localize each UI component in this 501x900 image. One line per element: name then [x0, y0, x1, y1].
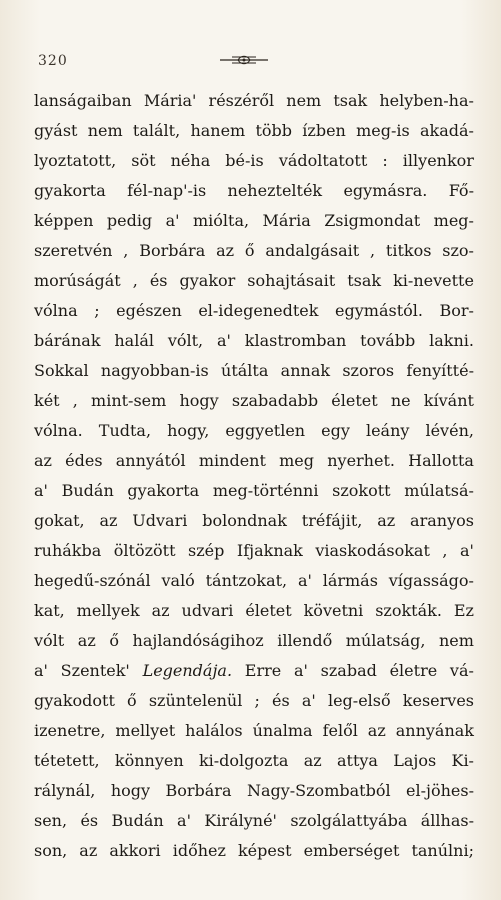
word: múlatság, [345, 631, 426, 650]
text-line [34, 476, 474, 506]
word: keserves [402, 691, 474, 710]
word: szoros [342, 361, 395, 380]
word: vólt, [167, 331, 204, 350]
word: útálta [221, 361, 269, 380]
word: ízben [302, 121, 346, 140]
word: mint-sem [91, 391, 167, 410]
word: sohajtásait [247, 271, 336, 290]
word: tréfájit, [301, 511, 363, 530]
word: könnyen [114, 751, 184, 770]
word: Lajos [393, 751, 437, 770]
text-line [34, 806, 474, 836]
word: mellyet [115, 721, 176, 740]
word: el-idegenedtek [198, 301, 319, 320]
word: viaskodásokat [315, 541, 430, 560]
word: a' [216, 331, 231, 350]
word: mellyek [76, 601, 140, 620]
word: meg-történni [212, 481, 319, 500]
word: Szentek' [60, 661, 130, 680]
word: Sokkal [34, 361, 89, 380]
word: nem [286, 91, 322, 110]
word: annak [280, 361, 331, 380]
text-line [34, 86, 474, 116]
word: Borbára [139, 241, 206, 260]
word: és [80, 811, 99, 830]
word: az [216, 241, 235, 260]
word: az [99, 511, 118, 530]
word: kat, [34, 601, 65, 620]
word: a' [165, 211, 180, 230]
word: Hallotta [408, 451, 474, 470]
word: attya [336, 751, 378, 770]
word: két [34, 391, 60, 410]
word: az [79, 841, 98, 860]
word: el-jöhes- [406, 781, 474, 800]
word: rálynál, [34, 781, 96, 800]
text-line [34, 446, 474, 476]
word: ő [127, 691, 137, 710]
word: a' [297, 571, 312, 590]
word: hajlandóságihoz [132, 631, 264, 650]
word: bolondnak [202, 511, 287, 530]
word: fenyítté- [406, 361, 474, 380]
word: tétetett, [34, 751, 100, 770]
body-text [34, 86, 474, 866]
word: únalma [252, 721, 313, 740]
word: titkos [385, 241, 432, 260]
word: és [149, 271, 168, 290]
word: morúságát [34, 271, 121, 290]
word: hegedű-szónál [34, 571, 151, 590]
word: ő [109, 631, 119, 650]
word: bé-is [225, 151, 264, 170]
word: az [34, 451, 52, 470]
word: son, [34, 841, 68, 860]
word: nagyobban-is [100, 361, 209, 380]
word: klastromban [244, 331, 347, 350]
word: meg [279, 451, 315, 470]
text-line [34, 176, 474, 206]
text-line [34, 776, 474, 806]
word: tsak [347, 271, 382, 290]
word: egészen [116, 301, 182, 320]
word: életet [331, 391, 378, 410]
text-line [34, 266, 474, 296]
word: aranyos [410, 511, 474, 530]
word: és [272, 691, 290, 710]
word: leány [365, 421, 410, 440]
text-line [34, 506, 474, 536]
word: szokták. [375, 601, 442, 620]
word: udvari [181, 601, 234, 620]
word: gyakorta [34, 181, 106, 200]
word: lármás [322, 571, 378, 590]
word: halálos [185, 721, 243, 740]
word: Erre [244, 661, 282, 680]
word: való [161, 571, 195, 590]
word: édes [65, 451, 103, 470]
word: miólta, [192, 211, 250, 230]
word: Budán [61, 481, 114, 500]
text-line [34, 596, 474, 626]
word: az [377, 511, 396, 530]
word: : [382, 151, 388, 170]
word: néha [170, 151, 211, 170]
word: szabadabb [231, 391, 319, 410]
word: képpen [34, 211, 94, 230]
word: a' [459, 541, 474, 560]
text-line [34, 716, 474, 746]
word: életet [245, 601, 292, 620]
word: a' [177, 811, 191, 830]
word: szokott [332, 481, 391, 500]
word: emberséget [303, 841, 400, 860]
word: nem [438, 631, 474, 650]
word: illendő [277, 631, 333, 650]
word: Ez [453, 601, 474, 620]
text-line [34, 656, 474, 686]
word: az [303, 751, 322, 770]
word: életre [389, 661, 438, 680]
word: az [367, 721, 386, 740]
word: egymástól. [335, 301, 423, 320]
word: vólna [34, 301, 78, 320]
text-line [34, 566, 474, 596]
word: gyakor [179, 271, 236, 290]
word: pedig [106, 211, 153, 230]
text-line [34, 386, 474, 416]
word: illyenkor [402, 151, 474, 170]
word: ne [390, 391, 411, 410]
word: tsak [333, 91, 368, 110]
text-line [34, 746, 474, 776]
word: Zsigmondat [324, 211, 421, 230]
text-line [34, 296, 474, 326]
word: követni [303, 601, 364, 620]
word: , [72, 391, 78, 410]
word: vígasságo- [388, 571, 474, 590]
text-line [34, 356, 474, 386]
word: söt [131, 151, 156, 170]
word: hogy [110, 781, 151, 800]
text-line [34, 206, 474, 236]
word: képest [237, 841, 292, 860]
word: , [369, 241, 376, 260]
word: ki-nevette [393, 271, 474, 290]
word: helyben-ha- [379, 91, 474, 110]
word: állhas- [420, 811, 474, 830]
word: annyának [395, 721, 474, 740]
word: az [151, 601, 170, 620]
word: andalgásait [265, 241, 360, 260]
word: vólt [34, 631, 65, 650]
word: Budán [111, 811, 164, 830]
word: Ifjaknak [236, 541, 303, 560]
word: eggyetlen [225, 421, 306, 440]
word: több [255, 121, 293, 140]
word: nyerhet. [327, 451, 395, 470]
word: lyoztatott, [34, 151, 117, 170]
word: leg-első [327, 691, 391, 710]
word: neheztelték [227, 181, 323, 200]
word: hogy [179, 391, 219, 410]
word: a' [301, 691, 316, 710]
word: ruhákba [34, 541, 102, 560]
text-line [34, 236, 474, 266]
word: szeretvén [34, 241, 113, 260]
word: gyakorta [127, 481, 200, 500]
word: hanem [190, 121, 246, 140]
page-number: 320 [38, 53, 68, 69]
word: a' [34, 661, 48, 680]
word: ki-dolgozta [198, 751, 289, 770]
word: szolgálattyába [290, 811, 408, 830]
word: időhez [172, 841, 226, 860]
word: lévén, [425, 421, 474, 440]
word: Tudta, [98, 421, 152, 440]
word: meg- [433, 211, 474, 230]
text-line [34, 626, 474, 656]
word: mindent [198, 451, 266, 470]
word: ő [244, 241, 255, 260]
word: múlatsá- [404, 481, 474, 500]
word: szép [188, 541, 225, 560]
word: Bor- [439, 301, 474, 320]
word: fél-nap'-is [127, 181, 207, 200]
word: meg-is [356, 121, 410, 140]
word: a' [34, 481, 48, 500]
word: gokat, [34, 511, 85, 530]
word: akkori [109, 841, 161, 860]
word: Fő- [448, 181, 474, 200]
word: részéről [208, 91, 275, 110]
word: szabad [320, 661, 377, 680]
word: annyától [115, 451, 186, 470]
word: gyást [34, 121, 78, 140]
word: felől [322, 721, 358, 740]
word: bárának [34, 331, 101, 350]
word: tanúlni; [411, 841, 474, 860]
word: lanságaiban [34, 91, 132, 110]
word: vá- [449, 661, 474, 680]
word: gyakodott [34, 691, 115, 710]
ornament-icon [218, 54, 270, 66]
word: , [123, 241, 129, 260]
word: Mária' [143, 91, 197, 110]
word: vádoltatott [278, 151, 368, 170]
text-line [34, 416, 474, 446]
word: az [77, 631, 96, 650]
word: nem [87, 121, 123, 140]
word: halál [114, 331, 154, 350]
word: tovább [360, 331, 416, 350]
word: ; [94, 301, 100, 320]
word: egy [321, 421, 350, 440]
text-line [34, 146, 474, 176]
text-line [34, 686, 474, 716]
word: Ki- [451, 751, 474, 770]
word: öltözött [113, 541, 176, 560]
text-line [34, 836, 474, 866]
word: akadá- [419, 121, 474, 140]
word: vólna. [34, 421, 83, 440]
word: Udvari [132, 511, 188, 530]
word: Királyné' [204, 811, 277, 830]
text-line [34, 536, 474, 566]
word: hogy, [167, 421, 210, 440]
word: talált, [132, 121, 181, 140]
word: Nagy-Szombatból [246, 781, 391, 800]
word: tántzokat, [205, 571, 288, 590]
text-line [34, 326, 474, 356]
word: Borbára [165, 781, 232, 800]
word: Mária [262, 211, 311, 230]
text-line [34, 116, 474, 146]
word: szüntelenül [148, 691, 243, 710]
word: , [132, 271, 138, 290]
word: ; [254, 691, 260, 710]
word: szo- [442, 241, 474, 260]
word: kívánt [423, 391, 474, 410]
word: Legendája. [142, 661, 233, 680]
word: egymásra. [343, 181, 428, 200]
word: izenetre, [34, 721, 106, 740]
word: lakni. [429, 331, 474, 350]
word: , [442, 541, 448, 560]
word: a' [293, 661, 308, 680]
word: sen, [34, 811, 68, 830]
